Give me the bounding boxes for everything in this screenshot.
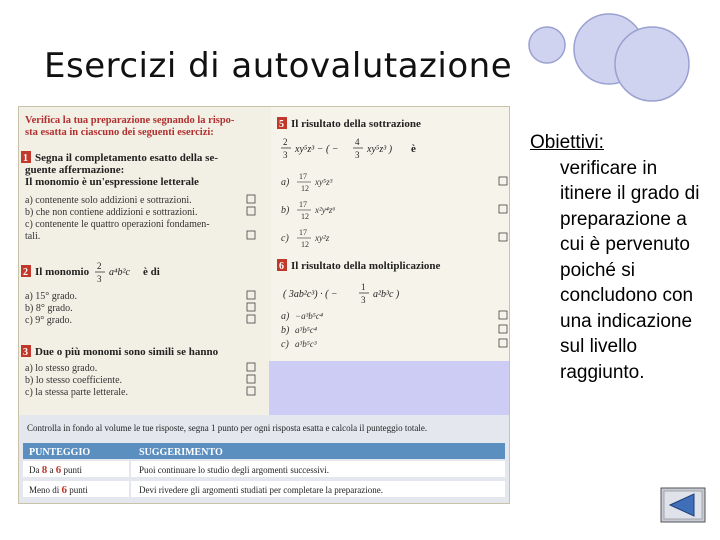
q2-option-a: a) 15° grado. (25, 291, 78, 302)
svg-text:a²b³c ): a²b³c ) (373, 289, 400, 300)
q3-option-a: a) lo stesso grado. (25, 363, 98, 374)
row2-score-a: 6 (61, 484, 67, 496)
svg-text:1: 1 (361, 282, 366, 292)
svg-text:x²y⁴z⁶: x²y⁴z⁶ (315, 205, 336, 215)
svg-text:a⁴b²c: a⁴b²c (109, 267, 130, 278)
svg-text:3: 3 (361, 295, 366, 305)
row2-suffix: punti (69, 485, 88, 495)
q5-option-c: c) (281, 233, 289, 244)
svg-text:−a³b⁵c⁴: −a³b⁵c⁴ (295, 311, 324, 321)
q1-option-c-cont: tali. (25, 231, 41, 242)
q1-line-3: Il monomio è un'espressione letterale (25, 176, 199, 188)
svg-text:17: 17 (299, 228, 307, 237)
svg-text:Meno di 6 punti (29, 484, 88, 496)
overlay-block (269, 361, 509, 417)
intro-line-1: Verifica la tua preparazione segnando la rispo- (25, 115, 235, 126)
q6-number: 6 (279, 261, 284, 272)
q5-option-a: a) (281, 177, 290, 188)
q2-number: 2 (23, 267, 28, 278)
q3-option-c: c) la stessa parte letterale. (25, 387, 128, 398)
intro-line-2: sta esatta in ciascuno dei seguenti esercizi: (25, 127, 214, 138)
svg-text:a³b⁵c⁴: a³b⁵c⁴ (295, 325, 317, 335)
svg-text:Da 8 a 6 (29, 464, 83, 476)
q1-line-2: guente affermazione: (25, 164, 125, 176)
q6-option-b: b) (281, 325, 290, 336)
q5-number: 5 (279, 119, 284, 130)
svg-text:2: 2 (283, 137, 288, 147)
q5-label: Il risultato della sottrazione (291, 118, 421, 130)
q2-tail: è di (143, 266, 160, 278)
svg-text:( 3ab²c³) · ( −: ( 3ab²c³) · ( − (283, 289, 338, 300)
svg-text:12: 12 (301, 184, 309, 193)
back-arrow-icon[interactable] (660, 487, 706, 523)
row2-prefix: Meno di (29, 485, 60, 495)
q2-option-b: b) 8° grado. (25, 303, 73, 314)
objectives-text (530, 130, 710, 385)
row1-suffix: punti (63, 465, 83, 475)
svg-text:2: 2 (97, 261, 102, 271)
q3-label: Due o più monomi sono simili se hanno (35, 346, 219, 358)
q1-option-b: b) che non contiene addizioni e sottrazioni. (25, 207, 198, 218)
row1-score-b: 6 (55, 464, 62, 476)
row2-advice: Devi rivedere gli argomenti studiati per completare la preparazione. (139, 485, 383, 495)
q1-number: 1 (23, 153, 28, 164)
svg-text:17: 17 (299, 172, 307, 181)
table-header-advice: SUGGERIMENTO (139, 447, 223, 458)
svg-text:xy⁵z³ − ( −: xy⁵z³ − ( − (295, 144, 339, 155)
svg-text:a³b⁵c³: a³b⁵c³ (295, 339, 317, 349)
objectives-heading: Obiettivi: (530, 132, 604, 153)
q6-option-c: c) (281, 339, 289, 350)
q3-option-b: b) lo stesso coefficiente. (25, 375, 123, 386)
q1-line-1: Segna il completamento esatto della se- (35, 152, 218, 164)
q2-option-c: c) 9° grado. (25, 315, 73, 326)
svg-text:4: 4 (355, 137, 360, 147)
row1-prefix: Da (29, 465, 40, 475)
row1-advice: Puoi continuare lo studio degli argomenti successivi. (139, 465, 330, 475)
q5-tail: è (411, 143, 416, 155)
svg-text:17: 17 (299, 200, 307, 209)
q5-option-b: b) (281, 205, 290, 216)
q6-option-a: a) (281, 311, 290, 322)
svg-text:3: 3 (355, 150, 360, 160)
objectives-body: verificare in itinere il grado di preparazione a cui è pervenuto poiché si concludono con una indicazione sul livello raggiunto. (560, 157, 700, 383)
q3-number: 3 (23, 347, 28, 358)
row1-mid: a (49, 465, 54, 475)
slide-title: Esercizi di autovalutazione (44, 46, 513, 86)
exercise-page-image (18, 106, 510, 504)
svg-text:xy⁵z³: xy⁵z³ (315, 177, 333, 187)
svg-text:3: 3 (283, 150, 288, 160)
q1-option-a: a) contenente solo addizioni e sottrazioni. (25, 195, 192, 206)
table-header-score: PUNTEGGIO (29, 447, 91, 458)
q2-label: Il monomio (35, 266, 90, 278)
q1-option-c: c) contenente le quattro operazioni fondamen- (25, 219, 210, 230)
svg-text:xy²z: xy²z (315, 233, 330, 243)
q6-label: Il risultato della moltiplicazione (291, 260, 441, 272)
svg-text:xy⁵z³ ): xy⁵z³ ) (367, 144, 393, 155)
svg-text:12: 12 (301, 212, 309, 221)
row1-score-a: 8 (41, 464, 48, 476)
svg-text:3: 3 (97, 274, 102, 284)
svg-text:12: 12 (301, 240, 309, 249)
footer-instruction: Controlla in fondo al volume le tue risposte, segna 1 punto per ogni risposta esatta e calcola il punteggio totale. (27, 423, 428, 433)
